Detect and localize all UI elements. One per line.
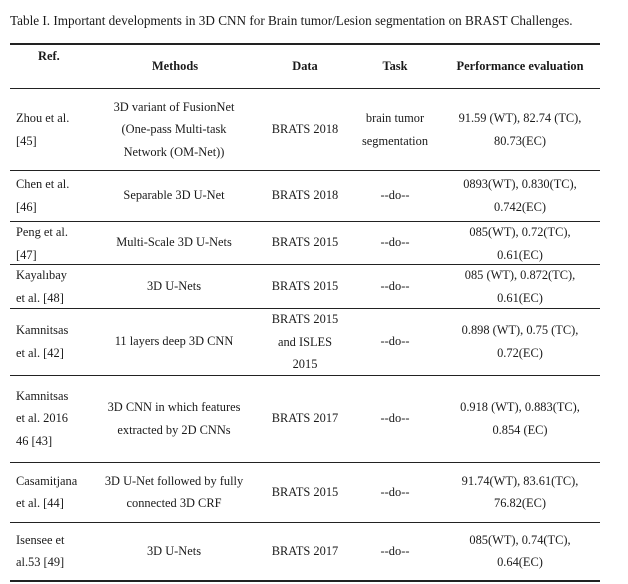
cell-line: et al. 2016 bbox=[16, 411, 68, 426]
cell-line: --do-- bbox=[380, 334, 410, 349]
cell-line: et al. [42] bbox=[16, 345, 64, 360]
cell-line: 0.742(EC) bbox=[494, 199, 546, 214]
row-4-ref-cell bbox=[16, 264, 100, 309]
row-6-performance-cell bbox=[440, 396, 600, 441]
header-methods: Methods bbox=[151, 59, 199, 73]
row-1-data-cell bbox=[258, 118, 352, 141]
header-ref: Ref. bbox=[38, 49, 60, 63]
cell-line: Casamitjana bbox=[16, 473, 78, 488]
cell-line: [46] bbox=[16, 199, 37, 214]
cell-line: 0.918 (WT), 0.883(TC), bbox=[460, 400, 580, 414]
cell-line: 0.854 (EC) bbox=[492, 422, 548, 437]
cell-line: 3D U-Nets bbox=[146, 278, 202, 293]
cell-line: 3D U-Net followed by fully bbox=[104, 473, 244, 488]
cell-line: Kamnitsas bbox=[16, 388, 69, 403]
row-3-methods-cell bbox=[96, 231, 252, 254]
cell-line: 2015 bbox=[292, 357, 318, 371]
cell-line: Isensee et bbox=[16, 532, 65, 547]
cell-line: and ISLES bbox=[277, 334, 333, 349]
row-2-performance-cell bbox=[440, 173, 600, 218]
cell-line: 3D U-Nets bbox=[146, 543, 202, 558]
row-4-data-cell bbox=[258, 275, 352, 298]
row-4-task-cell bbox=[352, 275, 438, 298]
cell-line: 0.64(EC) bbox=[497, 555, 543, 569]
row-3-performance-cell bbox=[440, 221, 600, 266]
cell-line: 91.74(WT), 83.61(TC), bbox=[461, 473, 579, 488]
row-8-ref-cell bbox=[16, 529, 100, 574]
row-1-task-cell bbox=[352, 107, 438, 152]
row-1-ref-cell bbox=[16, 107, 100, 152]
cell-line: Multi-Scale 3D U-Nets bbox=[116, 235, 232, 250]
cell-line: BRATS 2018 bbox=[271, 188, 339, 203]
row-4-methods-cell bbox=[96, 275, 252, 298]
cell-line: Kayalıbay bbox=[16, 268, 67, 282]
row-7-ref-cell bbox=[16, 470, 100, 515]
cell-line: Network (OM-Net)) bbox=[123, 144, 225, 159]
row-3-task-cell bbox=[352, 231, 438, 254]
row-2-data-cell bbox=[258, 184, 352, 207]
cell-line: BRATS 2017 bbox=[271, 411, 339, 426]
cell-line: 46 [43] bbox=[16, 433, 53, 448]
cell-line: 91.59 (WT), 82.74 (TC), bbox=[458, 111, 582, 125]
cell-line: 0.61(EC) bbox=[497, 247, 543, 262]
row-1-methods-cell bbox=[96, 96, 252, 164]
row-2-ref-cell bbox=[16, 173, 100, 218]
header-task: Task bbox=[382, 59, 408, 73]
row-5-methods-cell bbox=[96, 330, 252, 353]
cell-line: BRATS 2017 bbox=[271, 543, 339, 558]
row-8-methods-cell bbox=[96, 540, 252, 563]
cell-line: 0.898 (WT), 0.75 (TC), bbox=[461, 323, 579, 337]
row-6-ref-cell bbox=[16, 385, 100, 453]
cell-line: 11 layers deep 3D CNN bbox=[114, 334, 234, 349]
cell-line: 80.73(EC) bbox=[494, 133, 546, 148]
cell-line: --do-- bbox=[380, 484, 410, 499]
row-6-task-cell bbox=[352, 407, 438, 430]
row-7-methods-cell bbox=[96, 470, 252, 515]
row-7-data-cell bbox=[258, 481, 352, 504]
cell-line: 3D variant of FusionNet bbox=[113, 99, 235, 114]
cell-line: et al. [44] bbox=[16, 496, 64, 510]
cell-line: [45] bbox=[16, 133, 37, 148]
row-1-performance-cell bbox=[440, 107, 600, 152]
cell-line: 0893(WT), 0.830(TC), bbox=[463, 177, 577, 191]
cell-line: (One-pass Multi-task bbox=[121, 122, 227, 137]
cell-line: 085(WT), 0.72(TC), bbox=[469, 225, 571, 239]
cell-line: et al. [48] bbox=[16, 290, 64, 305]
cell-line: 085(WT), 0.74(TC), bbox=[469, 532, 571, 547]
row-separator bbox=[10, 170, 600, 171]
row-3-ref-cell bbox=[16, 221, 100, 266]
cell-line: 085 (WT), 0.872(TC), bbox=[464, 268, 576, 282]
cell-line: BRATS 2015 bbox=[271, 312, 339, 326]
cell-line: 0.72(EC) bbox=[497, 345, 543, 360]
row-7-task-cell bbox=[352, 481, 438, 504]
cell-line: --do-- bbox=[380, 235, 410, 250]
row-7-performance-cell bbox=[440, 470, 600, 515]
cell-line: extracted by 2D CNNs bbox=[117, 422, 231, 437]
row-2-methods-cell bbox=[96, 184, 252, 207]
cell-line: al.53 [49] bbox=[16, 555, 65, 569]
cell-line: BRATS 2015 bbox=[271, 235, 339, 250]
row-separator bbox=[10, 462, 600, 463]
row-5-task-cell bbox=[352, 330, 438, 353]
cell-line: --do-- bbox=[380, 278, 410, 293]
row-5-ref-cell bbox=[16, 319, 100, 364]
table-top-rule bbox=[10, 43, 600, 45]
cell-line: BRATS 2015 bbox=[271, 278, 339, 293]
header-performance: Performance evaluation bbox=[456, 59, 584, 73]
header-data: Data bbox=[292, 59, 318, 73]
cell-line: 0.61(EC) bbox=[497, 290, 543, 305]
row-5-performance-cell bbox=[440, 319, 600, 364]
cell-line: 3D CNN in which features bbox=[107, 400, 241, 414]
row-separator bbox=[10, 522, 600, 523]
row-2-task-cell bbox=[352, 184, 438, 207]
cell-line: segmentation bbox=[361, 133, 429, 148]
cell-line: Separable 3D U-Net bbox=[123, 188, 225, 203]
cell-line: [47] bbox=[16, 247, 37, 262]
row-4-performance-cell bbox=[440, 264, 600, 309]
row-8-performance-cell bbox=[440, 529, 600, 574]
cell-line: --do-- bbox=[380, 188, 410, 203]
cell-line: BRATS 2015 bbox=[271, 484, 339, 499]
header-bottom-rule bbox=[10, 88, 600, 89]
cell-line: Kamnitsas bbox=[16, 323, 69, 337]
cell-line: Zhou et al. bbox=[16, 111, 70, 125]
row-6-data-cell bbox=[258, 407, 352, 430]
row-8-task-cell bbox=[352, 540, 438, 563]
cell-line: BRATS 2018 bbox=[271, 122, 339, 137]
cell-line: --do-- bbox=[380, 411, 410, 426]
table-caption: Table I. Important developments in 3D CNN for Brain tumor/Lesion segmentation on BRAST Challenges. bbox=[10, 13, 573, 28]
table-bottom-rule bbox=[10, 580, 600, 582]
cell-line: Chen et al. bbox=[16, 177, 70, 191]
row-6-methods-cell bbox=[96, 396, 252, 441]
cell-line: connected 3D CRF bbox=[126, 496, 222, 510]
cell-line: brain tumor bbox=[365, 111, 425, 125]
row-3-data-cell bbox=[258, 231, 352, 254]
cell-line: Peng et al. bbox=[16, 225, 68, 239]
row-separator bbox=[10, 375, 600, 376]
row-5-data-cell bbox=[258, 308, 352, 376]
row-8-data-cell bbox=[258, 540, 352, 563]
cell-line: 76.82(EC) bbox=[494, 496, 546, 510]
cell-line: --do-- bbox=[380, 543, 410, 558]
